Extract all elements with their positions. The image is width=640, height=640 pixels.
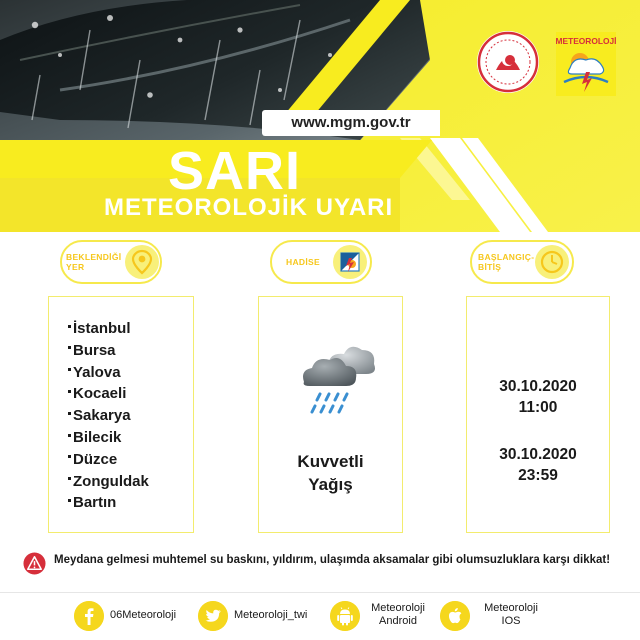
city-name: Sakarya	[73, 407, 131, 425]
event-line2: Yağış	[308, 475, 353, 494]
city-list-item	[68, 340, 149, 362]
warning-subtitle: METEOROLOJİK UYARI	[104, 194, 394, 221]
warning-text: Meydana gelmesi muhtemel su baskını, yıldırım, ulaşımda aksamalar gibi olumsuzluklara karşı dikkat!	[54, 554, 611, 566]
location-label-line2: YER	[66, 262, 85, 272]
location-pin-icon	[124, 244, 160, 280]
twitter-handle: Meteoroloji_twi	[234, 609, 308, 621]
city-name: Düzce	[73, 450, 118, 468]
location-header-label	[66, 252, 121, 272]
city-list-item	[68, 362, 149, 384]
weather-badge-icon	[332, 244, 368, 280]
facebook-handle: 06Meteoroloji	[110, 609, 177, 621]
bullet-icon	[68, 346, 71, 349]
end-datetime	[466, 444, 610, 486]
android-label-line2: Android	[379, 615, 417, 627]
start-date: 30.10.2020	[499, 378, 577, 395]
warning-level-title: SARI	[168, 141, 302, 201]
city-list-item	[68, 318, 149, 340]
location-label-line1: BEKLENDİĞİ	[66, 252, 122, 262]
rain-cloud-icon	[298, 338, 378, 418]
bullet-icon	[68, 499, 71, 502]
meteoroloji-logo-icon	[556, 32, 616, 96]
bullet-icon	[68, 390, 71, 393]
ios-label	[476, 602, 546, 628]
city-list-item	[68, 471, 149, 493]
warning-icon	[23, 552, 46, 575]
city-name: Bartın	[73, 494, 117, 512]
city-list-item	[68, 427, 149, 449]
android-label-line1: Meteoroloji	[371, 602, 425, 614]
start-datetime	[466, 376, 610, 418]
website-url[interactable]: www.mgm.gov.tr	[262, 110, 440, 136]
twitter-icon	[198, 601, 228, 631]
time-label-line1: BAŞLANGIÇ-	[478, 252, 535, 262]
city-name: İstanbul	[73, 320, 131, 337]
city-name: Bilecik	[73, 428, 122, 446]
city-name: Bursa	[73, 341, 116, 359]
bullet-icon	[68, 434, 71, 437]
time-header-label	[478, 252, 534, 272]
meteoroloji-logo-text: METEOROLOJİ	[556, 36, 616, 46]
event-line1: Kuvvetli	[297, 452, 364, 471]
end-time: 23:59	[518, 467, 558, 484]
city-list-item	[68, 405, 149, 427]
android-link[interactable]	[330, 601, 430, 631]
ios-label-line1: Meteoroloji	[484, 602, 538, 614]
header-banner	[0, 0, 640, 232]
bullet-icon	[68, 455, 71, 458]
ios-link[interactable]	[440, 601, 550, 631]
end-date: 30.10.2020	[499, 446, 577, 463]
facebook-link[interactable]	[74, 601, 184, 631]
city-list	[68, 318, 149, 514]
city-list-item	[68, 449, 149, 471]
city-name: Zonguldak	[73, 472, 149, 490]
event-header-label: HADİSE	[286, 257, 320, 267]
twitter-link[interactable]	[198, 601, 320, 631]
start-time: 11:00	[518, 399, 558, 416]
bullet-icon	[68, 368, 71, 371]
city-list-item	[68, 492, 149, 514]
city-list-item	[68, 383, 149, 405]
ios-label-line2: IOS	[501, 615, 521, 627]
time-label-line2: BİTİŞ	[478, 262, 502, 272]
bullet-icon	[68, 412, 71, 415]
event-description	[258, 450, 403, 496]
city-name: Kocaeli	[73, 385, 127, 403]
android-label	[366, 602, 430, 628]
bullet-icon	[68, 477, 71, 480]
android-icon	[330, 601, 360, 631]
facebook-icon	[74, 601, 104, 631]
city-name: Yalova	[73, 363, 121, 381]
ministry-emblem-icon	[476, 30, 540, 94]
apple-icon	[440, 601, 470, 631]
clock-icon	[534, 244, 570, 280]
meteoroloji-logo	[556, 32, 616, 96]
bullet-icon	[68, 325, 71, 328]
